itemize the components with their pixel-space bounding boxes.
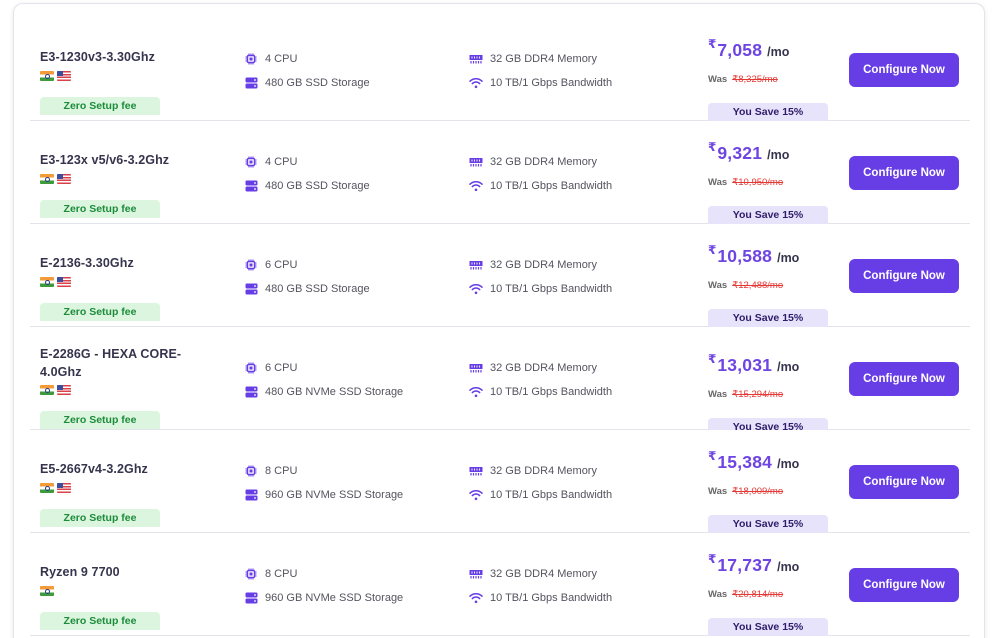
price-amount: 7,058 (717, 40, 763, 60)
storage-value: 480 GB SSD Storage (265, 283, 370, 295)
memory-spec (469, 154, 597, 170)
storage-spec (244, 281, 370, 297)
price-period: /mo (777, 251, 800, 265)
old-price-value: ₹20,814/mo (732, 589, 784, 600)
storage-spec (244, 590, 403, 606)
plan-flags (40, 174, 71, 184)
cpu-spec (244, 51, 297, 67)
currency-symbol: ₹ (708, 140, 717, 154)
plan-row (30, 121, 970, 224)
flag-usa-icon (57, 71, 71, 81)
flag-india-icon (40, 277, 54, 287)
plan-flags (40, 277, 71, 287)
plan-name: E-2136-3.30Ghz (40, 256, 134, 270)
price-period: /mo (767, 45, 790, 59)
old-price (708, 74, 778, 85)
plan-row (30, 224, 970, 327)
bandwidth-spec (469, 590, 612, 606)
storage-drive-icon (244, 179, 258, 193)
currency-symbol: ₹ (708, 449, 717, 463)
cpu-value: 8 CPU (265, 465, 298, 477)
was-label: Was (708, 74, 728, 85)
plan-flags (40, 385, 71, 395)
memory-value: 32 GB DDR4 Memory (490, 465, 597, 477)
plan-row (30, 18, 970, 121)
setup-fee-badge: Zero Setup fee (40, 612, 160, 630)
plan-row (30, 327, 970, 430)
memory-spec (469, 463, 597, 479)
storage-drive-icon (244, 76, 258, 90)
wifi-icon (469, 76, 483, 90)
was-label: Was (708, 280, 728, 291)
plan-flags (40, 586, 54, 596)
price-amount: 15,384 (717, 452, 773, 472)
setup-fee-badge: Zero Setup fee (40, 303, 160, 321)
storage-spec (244, 178, 370, 194)
setup-fee-badge: Zero Setup fee (40, 509, 160, 527)
setup-fee-badge: Zero Setup fee (40, 411, 160, 429)
bandwidth-spec (469, 281, 612, 297)
plan-flags (40, 483, 71, 493)
cpu-spec (244, 257, 297, 273)
price (708, 552, 800, 576)
price-period: /mo (767, 148, 790, 162)
wifi-icon (469, 488, 483, 502)
memory-ram-icon (469, 52, 483, 66)
price (708, 37, 790, 61)
configure-now-button[interactable]: Configure Now (849, 53, 959, 87)
memory-value: 32 GB DDR4 Memory (490, 156, 597, 168)
memory-ram-icon (469, 464, 483, 478)
storage-value: 480 GB NVMe SSD Storage (265, 386, 404, 398)
memory-ram-icon (469, 155, 483, 169)
cpu-value: 4 CPU (265, 156, 298, 168)
currency-symbol: ₹ (708, 552, 717, 566)
pricing-card (13, 3, 985, 638)
old-price-value: ₹8,325/mo (732, 74, 778, 85)
wifi-icon (469, 385, 483, 399)
bandwidth-value: 10 TB/1 Gbps Bandwidth (490, 489, 613, 501)
price-period: /mo (777, 457, 800, 471)
bandwidth-value: 10 TB/1 Gbps Bandwidth (490, 283, 613, 295)
storage-spec (244, 384, 403, 400)
currency-symbol: ₹ (708, 37, 717, 51)
memory-spec (469, 51, 597, 67)
storage-drive-icon (244, 282, 258, 296)
plan-name: E-2286G - HEXA CORE-4.0Ghz (40, 347, 182, 379)
old-price-value: ₹12,488/mo (732, 280, 784, 291)
bandwidth-spec (469, 487, 612, 503)
memory-value: 32 GB DDR4 Memory (490, 53, 597, 65)
was-label: Was (708, 589, 728, 600)
cpu-value: 6 CPU (265, 259, 298, 271)
configure-now-button[interactable]: Configure Now (849, 465, 959, 499)
cpu-chip-icon (244, 52, 258, 66)
memory-ram-icon (469, 258, 483, 272)
price-amount: 17,737 (717, 555, 773, 575)
wifi-icon (469, 591, 483, 605)
plan-flags (40, 71, 71, 81)
wifi-icon (469, 282, 483, 296)
cpu-chip-icon (244, 567, 258, 581)
cpu-chip-icon (244, 361, 258, 375)
old-price-value: ₹15,294/mo (732, 389, 784, 400)
storage-drive-icon (244, 488, 258, 502)
storage-value: 960 GB NVMe SSD Storage (265, 592, 404, 604)
memory-spec (469, 566, 597, 582)
bandwidth-value: 10 TB/1 Gbps Bandwidth (490, 386, 613, 398)
setup-fee-badge: Zero Setup fee (40, 97, 160, 115)
setup-fee-badge: Zero Setup fee (40, 200, 160, 218)
storage-drive-icon (244, 591, 258, 605)
old-price (708, 389, 783, 400)
flag-india-icon (40, 586, 54, 596)
old-price (708, 280, 783, 291)
configure-now-button[interactable]: Configure Now (849, 568, 959, 602)
bandwidth-value: 10 TB/1 Gbps Bandwidth (490, 180, 613, 192)
plan-row (30, 430, 970, 533)
price-amount: 10,588 (717, 246, 773, 266)
savings-badge: You Save 15% (708, 309, 828, 327)
old-price-value: ₹10,950/mo (732, 177, 784, 188)
old-price (708, 589, 783, 600)
cpu-chip-icon (244, 155, 258, 169)
configure-now-button[interactable]: Configure Now (849, 156, 959, 190)
price (708, 243, 800, 267)
price-amount: 9,321 (717, 143, 763, 163)
cpu-spec (244, 463, 297, 479)
storage-value: 960 GB NVMe SSD Storage (265, 489, 404, 501)
price-amount: 13,031 (717, 355, 773, 375)
savings-badge: You Save 15% (708, 206, 828, 224)
cpu-value: 4 CPU (265, 53, 298, 65)
old-price (708, 486, 783, 497)
storage-spec (244, 75, 370, 91)
currency-symbol: ₹ (708, 243, 717, 257)
bandwidth-spec (469, 178, 612, 194)
flag-usa-icon (57, 483, 71, 493)
savings-badge: You Save 15% (708, 515, 828, 533)
memory-value: 32 GB DDR4 Memory (490, 259, 597, 271)
plan-name: E3-123x v5/v6-3.2Ghz (40, 153, 170, 167)
cpu-chip-icon (244, 258, 258, 272)
flag-usa-icon (57, 174, 71, 184)
bandwidth-value: 10 TB/1 Gbps Bandwidth (490, 592, 613, 604)
configure-now-button[interactable]: Configure Now (849, 362, 959, 396)
was-label: Was (708, 389, 728, 400)
flag-india-icon (40, 71, 54, 81)
price (708, 449, 800, 473)
storage-drive-icon (244, 385, 258, 399)
was-label: Was (708, 486, 728, 497)
cpu-spec (244, 566, 297, 582)
old-price (708, 177, 783, 188)
memory-spec (469, 257, 597, 273)
memory-value: 32 GB DDR4 Memory (490, 568, 597, 580)
cpu-spec (244, 360, 297, 376)
plan-row (30, 533, 970, 636)
was-label: Was (708, 177, 728, 188)
plan-name: Ryzen 9 7700 (40, 565, 120, 579)
price (708, 352, 800, 376)
wifi-icon (469, 179, 483, 193)
old-price-value: ₹18,009/mo (732, 486, 784, 497)
cpu-chip-icon (244, 464, 258, 478)
bandwidth-spec (469, 384, 612, 400)
configure-now-button[interactable]: Configure Now (849, 259, 959, 293)
cpu-value: 6 CPU (265, 362, 298, 374)
currency-symbol: ₹ (708, 352, 717, 366)
flag-india-icon (40, 483, 54, 493)
savings-badge: You Save 15% (708, 418, 828, 430)
savings-badge: You Save 15% (708, 103, 828, 121)
bandwidth-spec (469, 75, 612, 91)
price (708, 140, 790, 164)
flag-india-icon (40, 174, 54, 184)
savings-badge: You Save 15% (708, 618, 828, 636)
flag-usa-icon (57, 277, 71, 287)
price-period: /mo (777, 560, 800, 574)
storage-spec (244, 487, 403, 503)
cpu-value: 8 CPU (265, 568, 298, 580)
plan-name: E5-2667v4-3.2Ghz (40, 462, 148, 476)
storage-value: 480 GB SSD Storage (265, 77, 370, 89)
memory-spec (469, 360, 597, 376)
plan-name: E3-1230v3-3.30Ghz (40, 50, 155, 64)
memory-value: 32 GB DDR4 Memory (490, 362, 597, 374)
price-period: /mo (777, 360, 800, 374)
bandwidth-value: 10 TB/1 Gbps Bandwidth (490, 77, 613, 89)
flag-usa-icon (57, 385, 71, 395)
memory-ram-icon (469, 567, 483, 581)
cpu-spec (244, 154, 297, 170)
flag-india-icon (40, 385, 54, 395)
storage-value: 480 GB SSD Storage (265, 180, 370, 192)
memory-ram-icon (469, 361, 483, 375)
